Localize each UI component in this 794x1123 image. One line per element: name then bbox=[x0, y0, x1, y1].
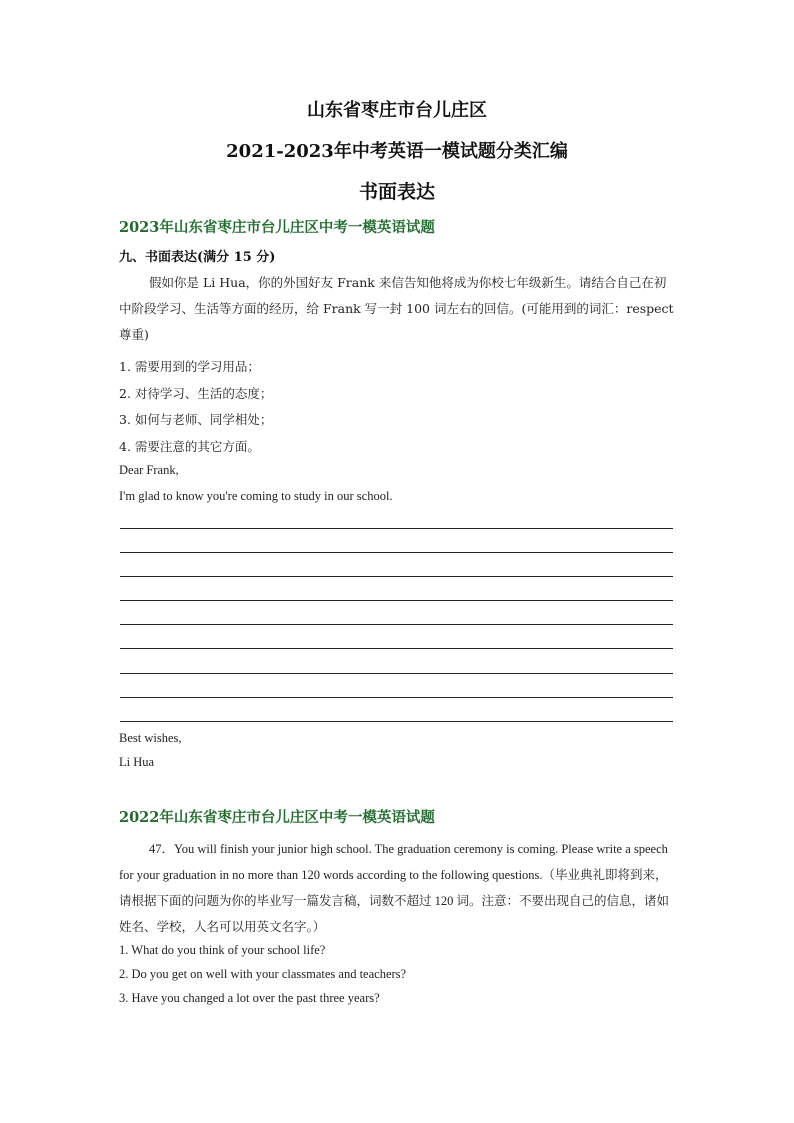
question-heading-2023: 九、书面表达(满分 15 分) bbox=[119, 250, 276, 265]
guiding-question-2: 2. Do you get on well with your classmates and teachers? bbox=[119, 967, 407, 981]
writing-line bbox=[120, 552, 673, 553]
writing-line bbox=[120, 673, 673, 674]
letter-opening: I'm glad to know you're coming to study in our school. bbox=[119, 489, 393, 503]
task-point-3: 3. 如何与老师、同学相处； bbox=[119, 412, 273, 427]
writing-line bbox=[120, 528, 673, 529]
guiding-question-3: 3. Have you changed a lot over the past three years? bbox=[119, 991, 380, 1005]
section-heading-2023: 2023年山东省枣庄市台儿庄区中考一模英语试题 bbox=[119, 219, 435, 236]
task-paragraph-2023: 假如你是 Li Hua，你的外国好友 Frank 来信告知他将成为你校七年级新生。请结合自己在初中阶段学习、生活等方面的经历，给 Frank 写一封 100 词左右的回信。(可能用到的词汇：respect 尊重) bbox=[119, 275, 674, 342]
document-title-region: 山东省枣庄市台儿庄区 bbox=[307, 100, 487, 121]
task-point-2: 2. 对待学习、生活的态度； bbox=[119, 386, 273, 401]
writing-line bbox=[120, 624, 673, 625]
writing-line bbox=[120, 648, 673, 649]
document-title-topic: 书面表达 bbox=[358, 181, 435, 203]
writing-line bbox=[120, 576, 673, 577]
letter-closing: Best wishes, bbox=[119, 731, 182, 745]
task-paragraph-2022: 47．You will finish your junior high school. The graduation ceremony is coming. Please write a speech for your graduation in no more than 120 words according to the following questions.（毕业典礼即将到来，请根据下面的问题为你的毕业写一篇发言稿，词数不超过 120 词。注意：不要出现自己的信息，诸如姓名、学校，人名可以用英文名字。） bbox=[119, 842, 670, 934]
guiding-question-1: 1. What do you think of your school life? bbox=[119, 943, 326, 957]
task-point-1: 1. 需要用到的学习用品； bbox=[119, 359, 260, 374]
section-heading-2022: 2022年山东省枣庄市台儿庄区中考一模英语试题 bbox=[119, 809, 435, 826]
letter-salutation: Dear Frank, bbox=[119, 463, 179, 477]
task-point-4: 4. 需要注意的其它方面。 bbox=[119, 439, 260, 454]
writing-line bbox=[120, 697, 673, 698]
letter-signature: Li Hua bbox=[119, 755, 155, 769]
document-title-years: 2021-2023年中考英语一模试题分类汇编 bbox=[226, 141, 568, 162]
writing-line bbox=[120, 600, 673, 601]
writing-line bbox=[120, 721, 673, 722]
